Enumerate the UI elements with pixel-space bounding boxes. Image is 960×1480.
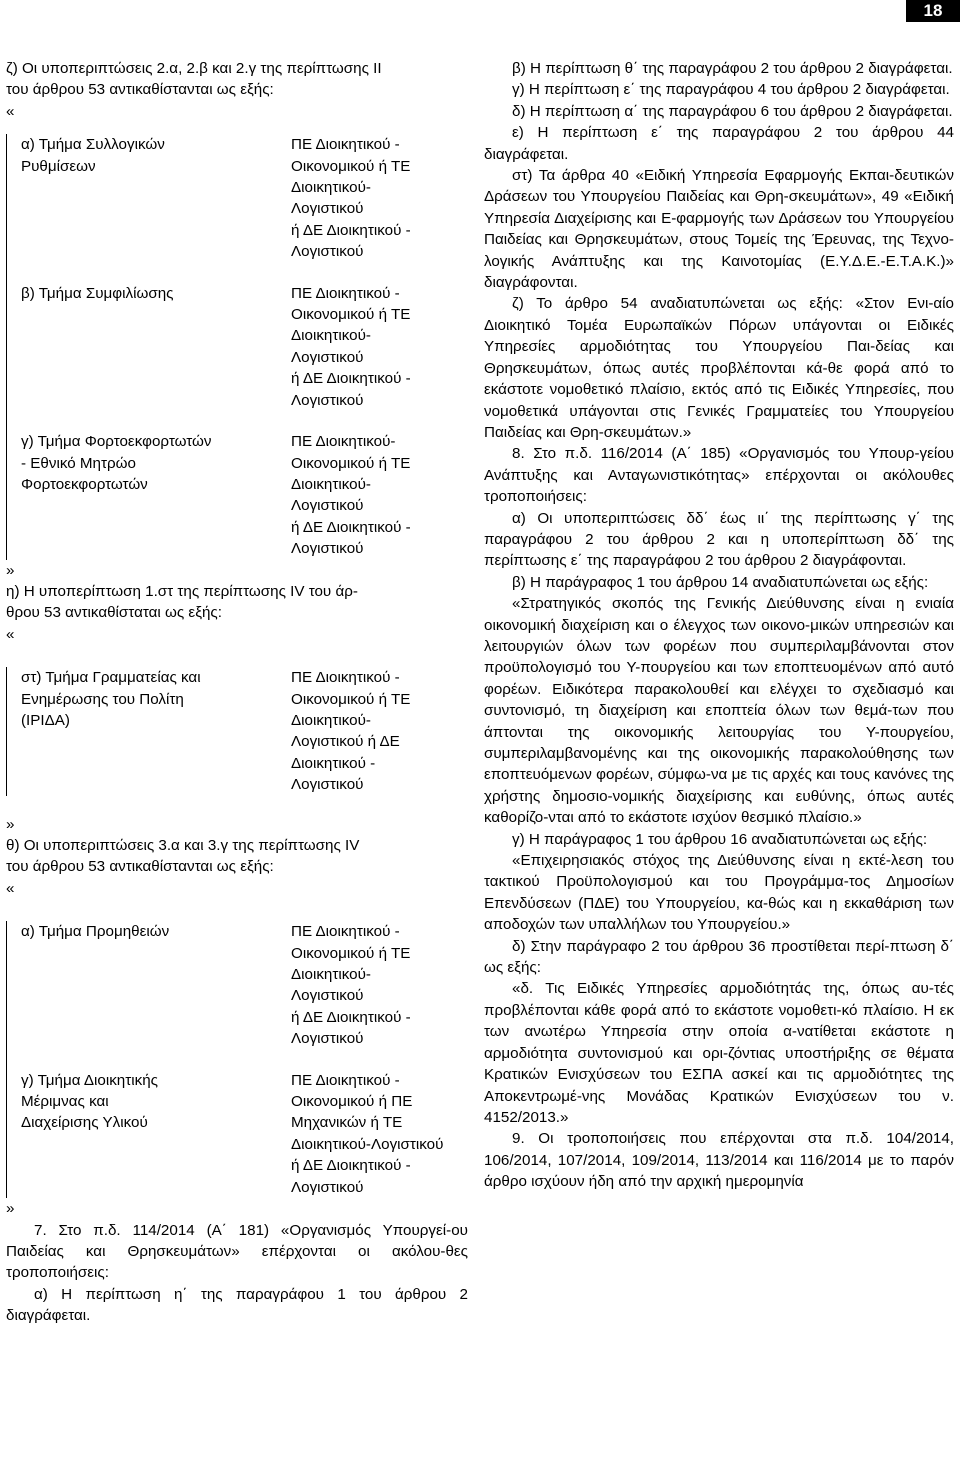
unit-line: γ) Τμήμα Διοικητικής — [21, 1071, 158, 1089]
qualification-line: Μηχανικών ή ΤΕ — [291, 1114, 403, 1132]
intro-i-line1: η) Η υποπερίπτωση 1.στ της περίπτωσης IV του άρ- — [6, 582, 358, 600]
qualification-line: Λογιστικού — [291, 987, 364, 1005]
qualification-line: Διοικητικού-Λογιστικού — [291, 1135, 444, 1153]
left-column — [6, 58, 468, 1327]
table-row — [7, 283, 468, 411]
intro-z-line1: ζ) Οι υποπεριπτώσεις 2.α, 2.β και 2.γ της περίπτωσης ΙΙ — [6, 60, 382, 77]
paragraph: β) Η παράγραφος 1 του άρθρου 14 αναδιατυπώνεται ως εξής: — [512, 573, 929, 591]
paragraph: β) Η περίπτωση θ΄ της παραγράφου 2 του άρθρου 2 διαγράφεται. — [512, 60, 953, 77]
qualification-line: Διοικητικού- — [291, 711, 371, 729]
unit-line: (ΙΡΙΔΑ) — [21, 711, 70, 729]
qualification-line: ΠΕ Διοικητικού - — [291, 284, 400, 302]
qualification-line: Διοικητικού- — [291, 179, 371, 197]
paragraph: «Στρατηγικός σκοπός της Γενικής Διεύθυνσης είναι η ενιαία οικονομική διαχείριση και ο έλεγχος των οικονο-μικών υπηρεσιών και λειτουργιών όλων των φορέων που συμπεριλαμβάνονται στον προϋπολογισμό του Υ-πουργείου και των εποπτευομένων από αυτό φορέων. Ειδικότερα παρακολουθεί και ελέγχει το σχεδιασμό και συντονισμό, τη διαχείριση και εποπτεία όλων των θεμά-των που άπτονται της οικονομικής λειτουργίας του Υ-πουργείου, συμπεριλαμβανομένης και της οικονομικής παρακολούθησης των εποπτευόμενων φορέων, σύμφω-να με τις αρχές και τους κανόνες της χρήστης δημοσιο-νομικής διαχείρισης και ευθύνης, όπως αυτές καθορίζο-νται από το εκάστοτε ισχύον θεσμικό πλαίσιο.» — [484, 595, 954, 827]
unit-name — [21, 134, 291, 262]
right-column — [484, 58, 954, 1193]
qualification-line: ή ΔΕ Διοικητικού - — [291, 518, 411, 536]
table-row — [7, 134, 468, 262]
paragraph: στ) Τα άρθρα 40 «Ειδική Υπηρεσία Εφαρμογής Εκπαι-δευτικών Δράσεων του Υπουργείου Παιδείας και Θρη-σκευμάτων», 49 «Ειδική Υπηρεσία Διαχείρισης και Ε-φαρμογής των Δράσεων του Υπουργείου Παιδείας και Θρησκευμάτων, στους Τομείς της Έρευνας, της Τεχνο-λογικής Ανάπτυξης και της Καινοτομίας (Ε.Υ.Δ.Ε.-Ε.Τ.Α.Κ.)» διαγράφονται. — [484, 167, 954, 292]
quote-open: « — [6, 102, 15, 120]
qualification-line: Λογιστικού — [291, 497, 364, 515]
paragraph: 9. Οι τροποποιήσεις που επέρχονται στα π.δ. 104/2014, 106/2014, 107/2014, 109/2014, 113/2014 και 116/2014 με το παρόν άρθρο ισχύουν ήδη από την αρχική ημερομηνία — [484, 1130, 954, 1191]
table-row — [7, 1070, 468, 1198]
paragraph: ζ) Το άρθρο 54 αναδιατυπώνεται ως εξής: «Στον Ενι-αίο Διοικητικό Τομέα Ευρωπαϊκών Πόρων υπάγονται οι Ειδικές Υπηρεσίες αρμοδιότητας του Υπουργείου Παι-δείας και Θρησκευμάτων, όπως αυτές προβλέπονται κά-θε φορά από το εκάστοτε νομοθετικό πλαίσιο, εκτός από τις Ειδικές Υπηρεσίες, που νομοθετικά υπάγονται στις Γενικές Γραμματείες του Υπουργείου Παιδείας και Θρη-σκευμάτων.» — [484, 295, 954, 441]
qualification-line: Λογιστικού — [291, 540, 364, 558]
paragraph: «δ. Τις Ειδικές Υπηρεσίες αρμοδιότητάς της, όπως αυ-τές προβλέπονται κάθε φορά από το εκάστοτε νομοθετι-κό πλαίσιο. Η εκ των ανωτέρω Υπηρεσία στην οποία α-νατίθεται εκάστοτε η αρμοδιότητα συντονισμού και ορι-ζόντιας υποστήριξης σε θέματα Κρατικών Ενισχύσεων του ΕΣΠΑ ασκεί και τις αρμοδιότητες της Αποκεντρωμέ-νης Μονάδας Κρατικών Ενισχύσεων του ν. 4152/2013.» — [484, 980, 954, 1126]
unit-name — [21, 1070, 291, 1198]
paragraph: δ) Η περίπτωση α΄ της παραγράφου 6 του άρθρου 2 διαγράφεται. — [512, 102, 953, 120]
qualification-line: Διοικητικού - — [291, 754, 376, 772]
qualification-line: Λογιστικού — [291, 348, 364, 366]
qualifications — [291, 921, 471, 1049]
unit-line: Ρυθμίσεων — [21, 157, 96, 175]
unit-line: α) Τμήμα Συλλογικών — [21, 136, 165, 154]
qualifications — [291, 283, 471, 411]
unit-line: α) Τμήμα Προμηθειών — [21, 923, 170, 941]
table-row — [7, 431, 468, 559]
qualifications — [291, 134, 471, 262]
paragraph: 8. Στο π.δ. 116/2014 (Α΄ 185) «Οργανισμός του Υπουρ-γείου Ανάπτυξης και Ανταγωνιστικότητας» επέρχονται οι ακόλουθες τροποποιήσεις: — [484, 445, 954, 506]
qualification-line: Λογιστικού — [291, 1178, 364, 1196]
qualifications — [291, 1070, 471, 1198]
table-2 — [6, 667, 468, 795]
unit-line: Ενημέρωσης του Πολίτη — [21, 690, 184, 708]
quote-close-3: » — [6, 1200, 15, 1218]
qualification-line: ΠΕ Διοικητικού- — [291, 433, 396, 451]
qualification-line: Λογιστικού — [291, 391, 364, 409]
qualification-line: Λογιστικού — [291, 200, 364, 218]
quote-open-2: « — [6, 625, 15, 643]
qualification-line: ΠΕ Διοικητικού - — [291, 1071, 400, 1089]
paragraph: δ) Στην παράγραφο 2 του άρθρου 36 προστίθεται περί-πτωση δ΄ ως εξής: — [484, 937, 954, 977]
qualification-line: Διοικητικού- — [291, 327, 371, 345]
qualification-line: Λογιστικού — [291, 776, 364, 794]
table-row — [7, 921, 468, 1049]
intro-th-line1: θ) Οι υποπεριπτώσεις 3.α και 3.γ της περίπτωσης IV — [6, 837, 360, 854]
paragraph: γ) Η περίπτωση ε΄ της παραγράφου 4 του άρθρου 2 διαγράφεται. — [512, 81, 950, 99]
qualification-line: ΠΕ Διοικητικού - — [291, 669, 400, 687]
qualification-line: Οικονομικού ή ΠΕ — [291, 1093, 413, 1111]
qualification-line: ΠΕ Διοικητικού - — [291, 923, 400, 941]
unit-line: β) Τμήμα Συμφιλίωσης — [21, 284, 174, 302]
qualification-line: Οικονομικού ή ΤΕ — [291, 690, 411, 708]
unit-name — [21, 921, 291, 1049]
unit-name — [21, 667, 291, 795]
unit-line: στ) Τμήμα Γραμματείας και — [21, 669, 201, 687]
paragraph-7: 7. Στο π.δ. 114/2014 (Α΄ 181) «Οργανισμός Υπουργεί-ου Παιδείας και Θρησκευμάτων» επέρχονται οι ακόλου-θες τροποποιήσεις: — [6, 1221, 468, 1282]
qualification-line: ή ΔΕ Διοικητικού - — [291, 370, 411, 388]
qualifications — [291, 667, 471, 795]
unit-line: Διαχείρισης Υλικού — [21, 1114, 148, 1132]
paragraph: α) Οι υποπεριπτώσεις δδ΄ έως ιι΄ της περίπτωσης γ΄ της παραγράφου 2 του άρθρου 2 και η υποπερίπτωση δδ΄ της περίπτωσης ε΄ της παραγράφου 2 του άρθρου 2 διαγράφονται. — [484, 509, 954, 570]
qualification-line: ΠΕ Διοικητικού - — [291, 136, 400, 154]
table-1 — [6, 134, 468, 559]
paragraph: γ) Η παράγραφος 1 του άρθρου 16 αναδιατυπώνεται ως εξής: — [512, 830, 928, 848]
paragraph-7a: α) Η περίπτωση η΄ της παραγράφου 1 του άρθρου 2 διαγράφεται. — [6, 1285, 468, 1325]
qualification-line: Οικονομικού ή ΤΕ — [291, 454, 411, 472]
unit-name — [21, 283, 291, 411]
qualification-line: Λογιστικού — [291, 1030, 364, 1048]
quote-close-2: » — [6, 815, 15, 833]
qualification-line: Λογιστικού — [291, 243, 364, 261]
qualification-line: Οικονομικού ή ΤΕ — [291, 306, 411, 324]
qualification-line: ή ΔΕ Διοικητικού - — [291, 1157, 411, 1175]
unit-line: γ) Τμήμα Φορτοεκφορτωτών — [21, 433, 212, 451]
unit-line: Φορτοεκφορτωτών — [21, 475, 148, 493]
intro-z-line2: του άρθρου 53 αντικαθίστανται ως εξής: — [6, 81, 274, 99]
qualification-line: Λογιστικού ή ΔΕ — [291, 733, 400, 751]
qualifications — [291, 431, 471, 559]
qualification-line: Διοικητικού- — [291, 966, 371, 984]
intro-th-line2: του άρθρου 53 αντικαθίστανται ως εξής: — [6, 858, 274, 876]
quote-close-1: » — [6, 561, 15, 579]
qualification-line: ή ΔΕ Διοικητικού - — [291, 1008, 411, 1026]
table-3 — [6, 921, 468, 1198]
quote-open-3: « — [6, 879, 15, 897]
qualification-line: ή ΔΕ Διοικητικού - — [291, 221, 411, 239]
paragraph: «Επιχειρησιακός στόχος της Διεύθυνσης είναι η εκτέ-λεση του τακτικού Προϋπολογισμού και του Προγράμμα-τος Δημοσίων Επενδύσεων (ΠΔΕ) του Υπουργείου, κα-θώς και η εκκαθάριση των αποδοχών των υπαλλήλων του Υπουργείου.» — [484, 852, 954, 934]
intro-i-line2: θρου 53 αντικαθίσταται ως εξής: — [6, 604, 222, 622]
unit-line: - Εθνικό Μητρώο — [21, 454, 136, 472]
qualification-line: Οικονομικού ή ΤΕ — [291, 157, 411, 175]
page-number: 18 — [906, 0, 960, 22]
table-row — [7, 667, 468, 795]
paragraph: ε) Η περίπτωση ε΄ της παραγράφου 2 του άρθρου 44 διαγράφεται. — [484, 124, 954, 163]
qualification-line: Οικονομικού ή ΤΕ — [291, 944, 411, 962]
unit-name — [21, 431, 291, 559]
unit-line: Μέριμνας και — [21, 1093, 109, 1111]
qualification-line: Διοικητικού- — [291, 475, 371, 493]
